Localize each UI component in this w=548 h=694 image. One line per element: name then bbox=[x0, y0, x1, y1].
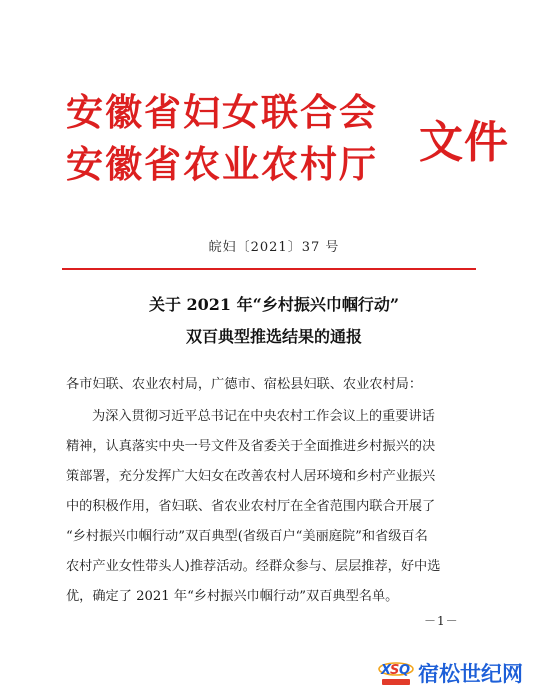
salutation: 各市妇联、农业农村局，广德市、宿松县妇联、农业农村局： bbox=[66, 377, 423, 392]
body-line: 为深入贯彻习近平总书记在中央农村工作会议上的重要讲话 bbox=[92, 409, 435, 424]
document-number: 皖妇〔2021〕37 号 bbox=[208, 240, 340, 255]
svg-text:Q: Q bbox=[399, 663, 411, 678]
body-line: “乡村振兴巾帼行动”双百典型(省级百户“美丽庭院”和省级百名 bbox=[66, 529, 428, 544]
body-line: 精神，认真落实中央一号文件及省委关于全面推进乡村振兴的决 bbox=[66, 439, 436, 454]
title-line-2: 双百典型推选结果的通报 bbox=[185, 327, 362, 346]
body-line: 中的积极作用，省妇联、省农业农村厅在全省范围内联合开展了 bbox=[66, 499, 436, 514]
page-number: －1－ bbox=[424, 614, 459, 628]
document-kind: 文件 bbox=[419, 117, 509, 168]
body-line: 农村产业女性带头人)推荐活动。经群众参与、层层推荐，好中选 bbox=[66, 559, 441, 574]
issuer-line-1: 安徽省妇女联合会 bbox=[66, 90, 378, 134]
red-letter-header bbox=[66, 90, 509, 214]
svg-text:S: S bbox=[390, 663, 400, 678]
site-name: 宿松世纪网 bbox=[418, 662, 523, 686]
svg-text:X: X bbox=[381, 663, 392, 678]
title-line-1: 关于 2021 年“乡村振兴巾帼行动” bbox=[148, 295, 400, 314]
site-watermark bbox=[376, 652, 544, 690]
red-divider-line bbox=[62, 268, 476, 270]
body-line: 优，确定了 2021 年“乡村振兴巾帼行动”双百典型名单。 bbox=[66, 589, 399, 604]
issuer-line-2: 安徽省农业农村厅 bbox=[66, 142, 378, 186]
site-logo-icon bbox=[376, 652, 416, 690]
body-line: 策部署，充分发挥广大妇女在改善农村人居环境和乡村产业振兴 bbox=[66, 469, 436, 484]
